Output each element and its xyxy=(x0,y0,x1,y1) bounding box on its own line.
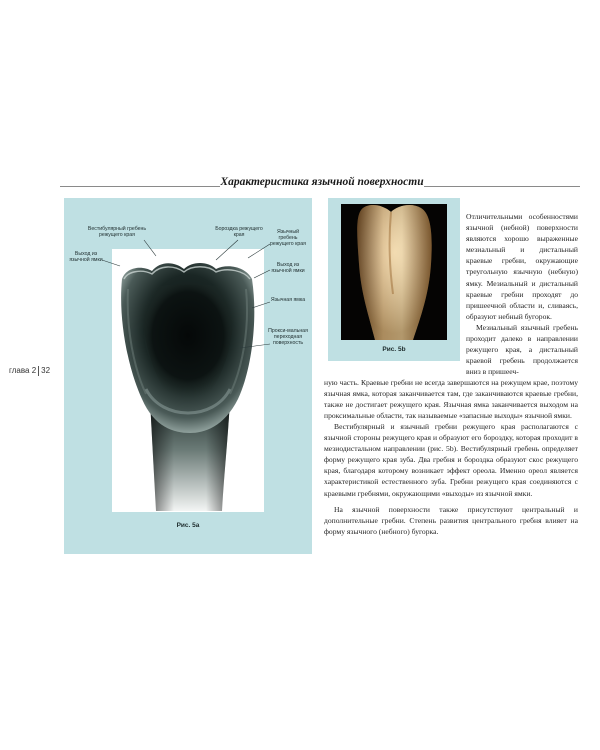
leader-groove xyxy=(216,240,238,260)
paragraph-2-start: Мезиальный язычный гребень проходит далеко в направлении режущего края, а дистальный краевой гребень продолжается вниз в пришееч- xyxy=(466,323,578,377)
chapter-label: глава 2 xyxy=(9,366,37,376)
label-exit-left: Выход из язычной ямки xyxy=(69,251,103,263)
leader-lingual xyxy=(248,244,270,258)
leader-exit-left xyxy=(102,260,120,266)
figure-5b-caption: Рис. 5b xyxy=(382,346,406,353)
label-vestibular-ridge: Вестибулярный гребень режущего края xyxy=(87,226,147,238)
figure-5a-panel xyxy=(64,198,312,554)
label-exit-right: Выход из язычной ямки xyxy=(271,262,305,274)
label-fossa: Язычная ямка xyxy=(270,297,306,303)
label-leader-lines xyxy=(64,198,312,398)
page-marker xyxy=(9,366,50,376)
label-groove: Бороздка режущего края xyxy=(215,226,263,238)
leader-vestibular xyxy=(144,240,156,256)
paragraph-2-continued: ную часть. Краевые гребни не всегда завершаются на режущем крае, поэтому язычная ямка, которая заканчивается там, где заканчиваются краевые гребни, также не достигает режущего края. Язычная ямка заканчивается выходом на проксимальные области, так называемые «запасные выходы» язычной ямки. xyxy=(324,378,578,421)
paragraph-4: На язычной поверхности также присутствуют центральный и дополнительные гребни. Степень развития центрального гребня влияет на форму язычного (небного) бугорка. xyxy=(324,505,578,537)
label-proximal: Прокси-мальная переходная поверхность xyxy=(268,328,308,346)
page-marker-separator xyxy=(38,366,39,376)
paragraph-3: Вестибулярный и язычный гребни режущего края располагаются с язычной стороны режущего края и образуют его бороздку, которая проходит в мезиодистальном направлении (рис. 5b). Вестибулярный гребень определяет форму режущего края зуба. Два гребня и бороздка образуют скос режущего края, благодаря которому возникает эффект ореола. Именно ореол является характеристикой естественного зуба. Гребни режущего края соединяются с краевыми гребнями, окружающими «выходы» из язычной ямки. xyxy=(324,422,578,498)
figure-5b-panel xyxy=(328,198,460,361)
page-number: 32 xyxy=(41,366,51,376)
header-rule-right xyxy=(424,186,580,187)
tooth-photo-illustration xyxy=(341,204,447,340)
leader-exit-right xyxy=(254,270,270,278)
leader-fossa xyxy=(252,302,270,308)
paragraph-1: Отличительными особенностями язычной (небной) поверхности являются хорошо выраженные мезиальный и дистальный краевые гребни, окружающие треугольную язычную (небную) ямку. Мезиальный и дистальный краевые гребни проходят до пришеечной области и, сливаясь, образуют небный бугорок. xyxy=(466,212,578,321)
figure-5a-caption: Рис. 5а xyxy=(176,522,200,529)
section-title: Характеристика язычной поверхности xyxy=(220,176,424,188)
figure-5b-photo xyxy=(341,204,447,340)
header-rule-left xyxy=(60,186,220,187)
leader-proximal xyxy=(240,344,270,348)
label-lingual-ridge: Язычный гребень режущего края xyxy=(270,229,306,247)
